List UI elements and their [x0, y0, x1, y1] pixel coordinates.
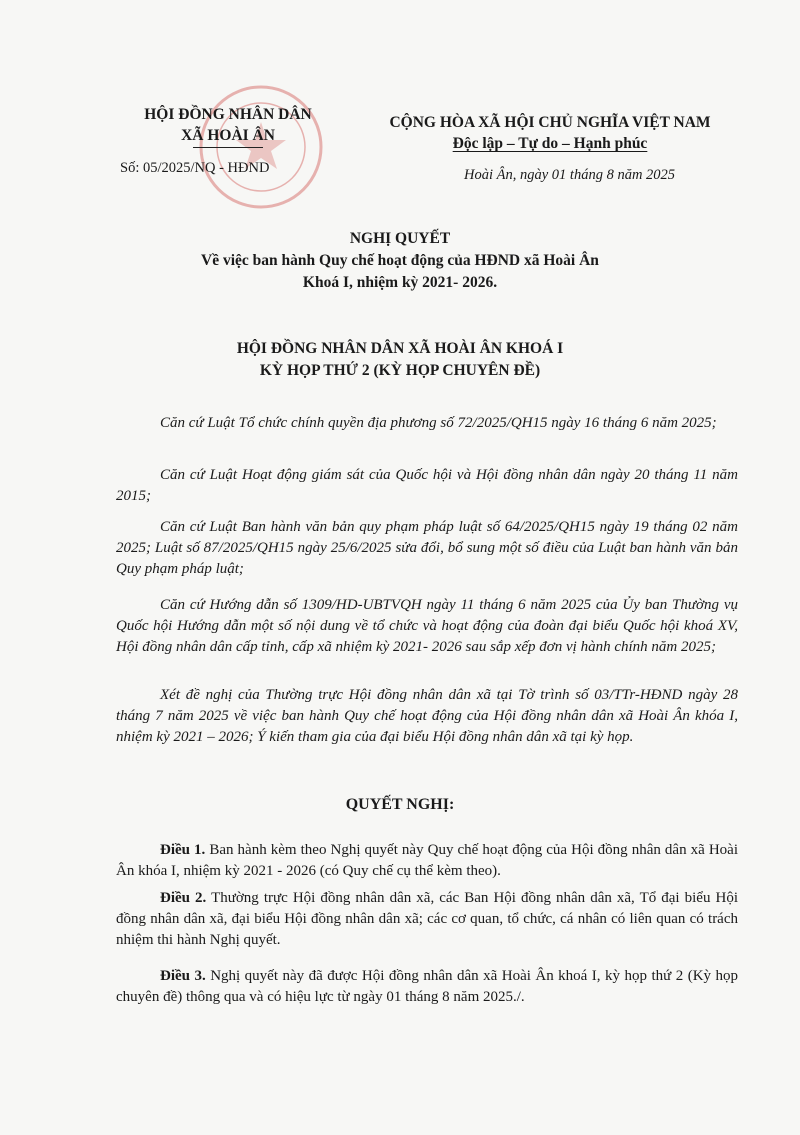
legal-ground: Căn cứ Hướng dẫn số 1309/HD-UBTVQH ngày 11 tháng 6 năm 2025 của Ủy ban Thường vụ Quốc hội Hướng dẫn một số nội dung về tổ chức và hoạt động của đoàn đại biểu Quốc hội khoá XV, Hội đồng nhân dân cấp tỉnh, cấp xã nhiệm kỳ 2021- 2026 sau sắp xếp đơn vị hành chính năm 2025; [116, 597, 738, 655]
issuing-body [100, 338, 700, 382]
issuing-body-line1: HỘI ĐỒNG NHÂN DÂN XÃ HOÀI ÂN KHOÁ I [236, 340, 564, 357]
legal-ground: Căn cứ Luật Tổ chức chính quyền địa phương số 72/2025/QH15 ngày 16 tháng 6 năm 2025; [160, 415, 717, 431]
article-label: Điều 3. [160, 968, 206, 984]
issuing-body-line2: KỲ HỌP THỨ 2 (KỲ HỌP CHUYÊN ĐỀ) [259, 362, 541, 379]
place-and-date: Hoài Ân, ngày 01 tháng 8 năm 2025 [464, 167, 676, 183]
legal-ground: Căn cứ Luật Ban hành văn bản quy phạm pháp luật số 64/2025/QH15 ngày 19 tháng 02 năm 2025; Luật số 87/2025/QH15 ngày 25/6/2025 sửa đổi, bổ sung một số điều của Luật ban hành văn bản Quy phạm pháp luật; [116, 519, 738, 577]
subject-line-2: Khoá I, nhiệm kỳ 2021- 2026. [302, 274, 498, 291]
article-text: Ban hành kèm theo Nghị quyết này Quy chế hoạt động của Hội đồng nhân dân xã Hoài Ân khóa I, nhiệm kỳ 2021 - 2026 (có Quy chế cụ thể kèm theo). [116, 842, 738, 879]
document-type: NGHỊ QUYẾT [349, 230, 451, 247]
subject-line-1: Về việc ban hành Quy chế hoạt động của HĐND xã Hoài Ân [201, 252, 599, 269]
legal-ground: Căn cứ Luật Hoạt động giám sát của Quốc hội và Hội đồng nhân dân ngày 20 tháng 11 năm 2015; [116, 467, 738, 504]
issuing-organization [118, 104, 338, 148]
org-name-line2: XÃ HOÀI ÂN [181, 127, 275, 144]
document-title [100, 228, 700, 294]
article-text: Nghị quyết này đã được Hội đồng nhân dân xã Hoài Ân khoá I, kỳ họp thứ 2 (Kỳ họp chuyên đề) thông qua và có hiệu lực từ ngày 01 tháng 8 năm 2025./. [116, 968, 739, 1005]
article-label: Điều 2. [160, 890, 207, 906]
national-header [360, 112, 740, 154]
country-name: CỘNG HÒA XÃ HỘI CHỦ NGHĨA VIỆT NAM [389, 114, 711, 131]
article-item [116, 840, 738, 882]
article-item [116, 966, 738, 1008]
org-name-line1: HỘI ĐỒNG NHÂN DÂN [144, 106, 312, 123]
legal-ground: Xét đề nghị của Thường trực Hội đồng nhân dân xã tại Tờ trình số 03/TTr-HĐND ngày 28 tháng 7 năm 2025 về việc ban hành Quy chế hoạt động của Hội đồng nhân dân xã Hoài Ân khóa I, nhiệm kỳ 2021 – 2026; Ý kiến tham gia của đại biểu Hội đồng nhân dân xã tại kỳ họp. [116, 687, 738, 745]
org-underline [193, 147, 263, 148]
article-text: Thường trực Hội đồng nhân dân xã, các Ban Hội đồng nhân dân xã, Tổ đại biểu Hội đồng nhân dân xã, đại biểu Hội đồng nhân dân xã; các cơ quan, tổ chức, cá nhân có liên quan có trách nhiệm thi hành Nghị quyết. [116, 890, 739, 948]
article-label: Điều 1. [160, 842, 206, 858]
document-number: Số: 05/2025/NQ - HĐND [120, 160, 270, 176]
article-item [116, 888, 738, 951]
decision-heading: QUYẾT NGHỊ: [345, 796, 455, 813]
national-motto: Độc lập – Tự do – Hạnh phúc [452, 135, 648, 152]
